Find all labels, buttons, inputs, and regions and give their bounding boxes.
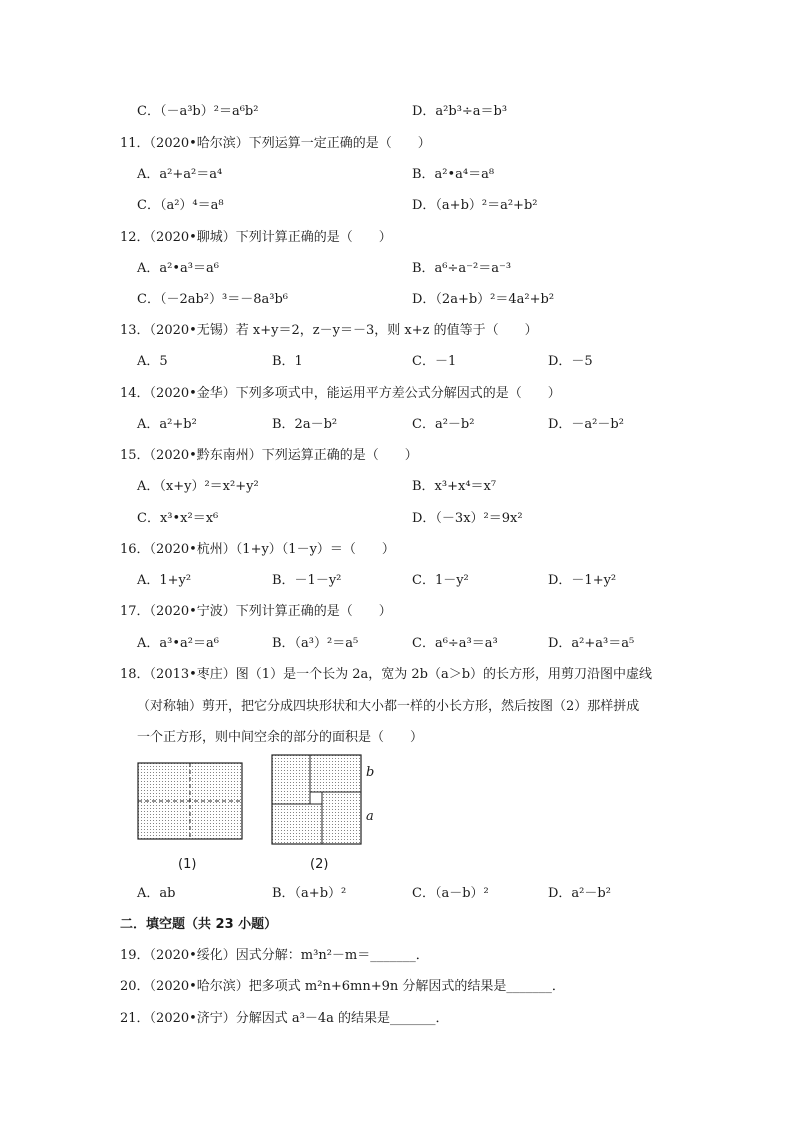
q12-option-d: D．（2a+b）²＝4a²+b² — [412, 292, 555, 307]
q17-option-b: B．（a³）²＝a⁵ — [272, 636, 359, 651]
q12-option-a: A．a²•a³＝a⁶ — [137, 261, 219, 276]
q14-option-c: C．a²－b² — [412, 417, 475, 432]
q14-option-d: D．－a²－b² — [548, 417, 624, 432]
q21-stem: 21．（2020•济宁）分解因式 a³－4a 的结果是_______． — [120, 1011, 449, 1026]
q15-stem: 15．（2020•黔东南州）下列运算正确的是（ ） — [120, 448, 418, 463]
q18-option-c: C．（a－b）² — [412, 886, 489, 901]
q11-option-c: C．（a²）⁴＝a⁸ — [137, 198, 224, 213]
q17-option-c: C．a⁶÷a³＝a³ — [412, 636, 498, 651]
q16-option-a: A．1+y² — [137, 573, 192, 588]
q12-option-c: C．（－2ab²）³＝－8a³b⁶ — [137, 292, 288, 307]
q16-option-c: C．1－y² — [412, 573, 469, 588]
q14-option-b: B．2a－b² — [272, 417, 338, 432]
q18-option-d: D．a²－b² — [548, 886, 611, 901]
q18-stem-line3: 一个正方形，则中间空余的部分的面积是（ ） — [137, 730, 424, 745]
q15-option-c: C．x³•x²＝x⁶ — [137, 511, 219, 526]
q11-stem: 11．（2020•哈尔滨）下列运算一定正确的是（ ） — [120, 136, 431, 151]
q13-option-c: C．－1 — [412, 354, 457, 369]
figure-2-caption: (2) — [310, 857, 329, 872]
q13-option-d: D．－5 — [548, 354, 593, 369]
q13-option-b: B．1 — [272, 354, 303, 369]
q15-option-b: B．x³+x⁴＝x⁷ — [412, 479, 497, 494]
q13-stem: 13．（2020•无锡）若 x+y＝2，z－y＝－3，则 x+z 的值等于（ ） — [120, 323, 538, 338]
q17-option-a: A．a³•a²＝a⁶ — [137, 636, 219, 651]
section-heading-fill-in: 二．填空题（共 23 小题） — [120, 917, 278, 932]
q16-option-d: D．－1+y² — [548, 573, 617, 588]
q15-option-d: D．（－3x）²＝9x² — [412, 511, 523, 526]
figure-label-a: a — [366, 809, 374, 824]
q20-stem: 20．（2020•哈尔滨）把多项式 m²n+6mn+9n 分解因式的结果是_______． — [120, 979, 565, 994]
q19-stem: 19．（2020•绥化）因式分解：m³n²－m＝_______． — [120, 948, 429, 963]
q18-option-a: A．ab — [137, 886, 176, 901]
q17-option-d: D．a²+a³＝a⁵ — [548, 636, 635, 651]
q18-stem-line2: （对称轴）剪开，把它分成四块形状和大小都一样的小长方形，然后按图（2）那样拼成 — [137, 699, 640, 714]
figure-rectangle-1 — [137, 762, 245, 842]
q16-option-b: B．－1－y² — [272, 573, 342, 588]
figure-1-caption: (1) — [178, 857, 197, 872]
q11-option-b: B．a²•a⁴＝a⁸ — [412, 167, 495, 182]
q11-option-a: A．a²+a²＝a⁴ — [137, 167, 223, 182]
figure-square-2 — [271, 754, 367, 846]
q10-option-d: D．a²b³÷a＝b³ — [412, 104, 508, 119]
q12-option-b: B．a⁶÷a⁻²＝a⁻³ — [412, 261, 512, 276]
figure-label-b: b — [366, 765, 375, 780]
q18-option-b: B．（a+b）² — [272, 886, 347, 901]
q15-option-a: A．（x+y）²＝x²+y² — [137, 479, 259, 494]
q14-option-a: A．a²+b² — [137, 417, 197, 432]
q18-stem-line1: 18．（2013•枣庄）图（1）是一个长为 2a，宽为 2b（a＞b）的长方形，用剪刀沿图中虚线 — [120, 667, 653, 682]
q16-stem: 16．（2020•杭州）（1+y）（1－y）＝（ ） — [120, 542, 395, 557]
q13-option-a: A．5 — [137, 354, 168, 369]
q10-option-c: C．（－a³b）²＝a⁶b² — [137, 104, 259, 119]
q12-stem: 12．（2020•聊城）下列计算正确的是（ ） — [120, 230, 392, 245]
q11-option-d: D．（a+b）²＝a²+b² — [412, 198, 538, 213]
q17-stem: 17．（2020•宁波）下列计算正确的是（ ） — [120, 604, 392, 619]
q14-stem: 14．（2020•金华）下列多项式中，能运用平方差公式分解因式的是（ ） — [120, 386, 561, 401]
